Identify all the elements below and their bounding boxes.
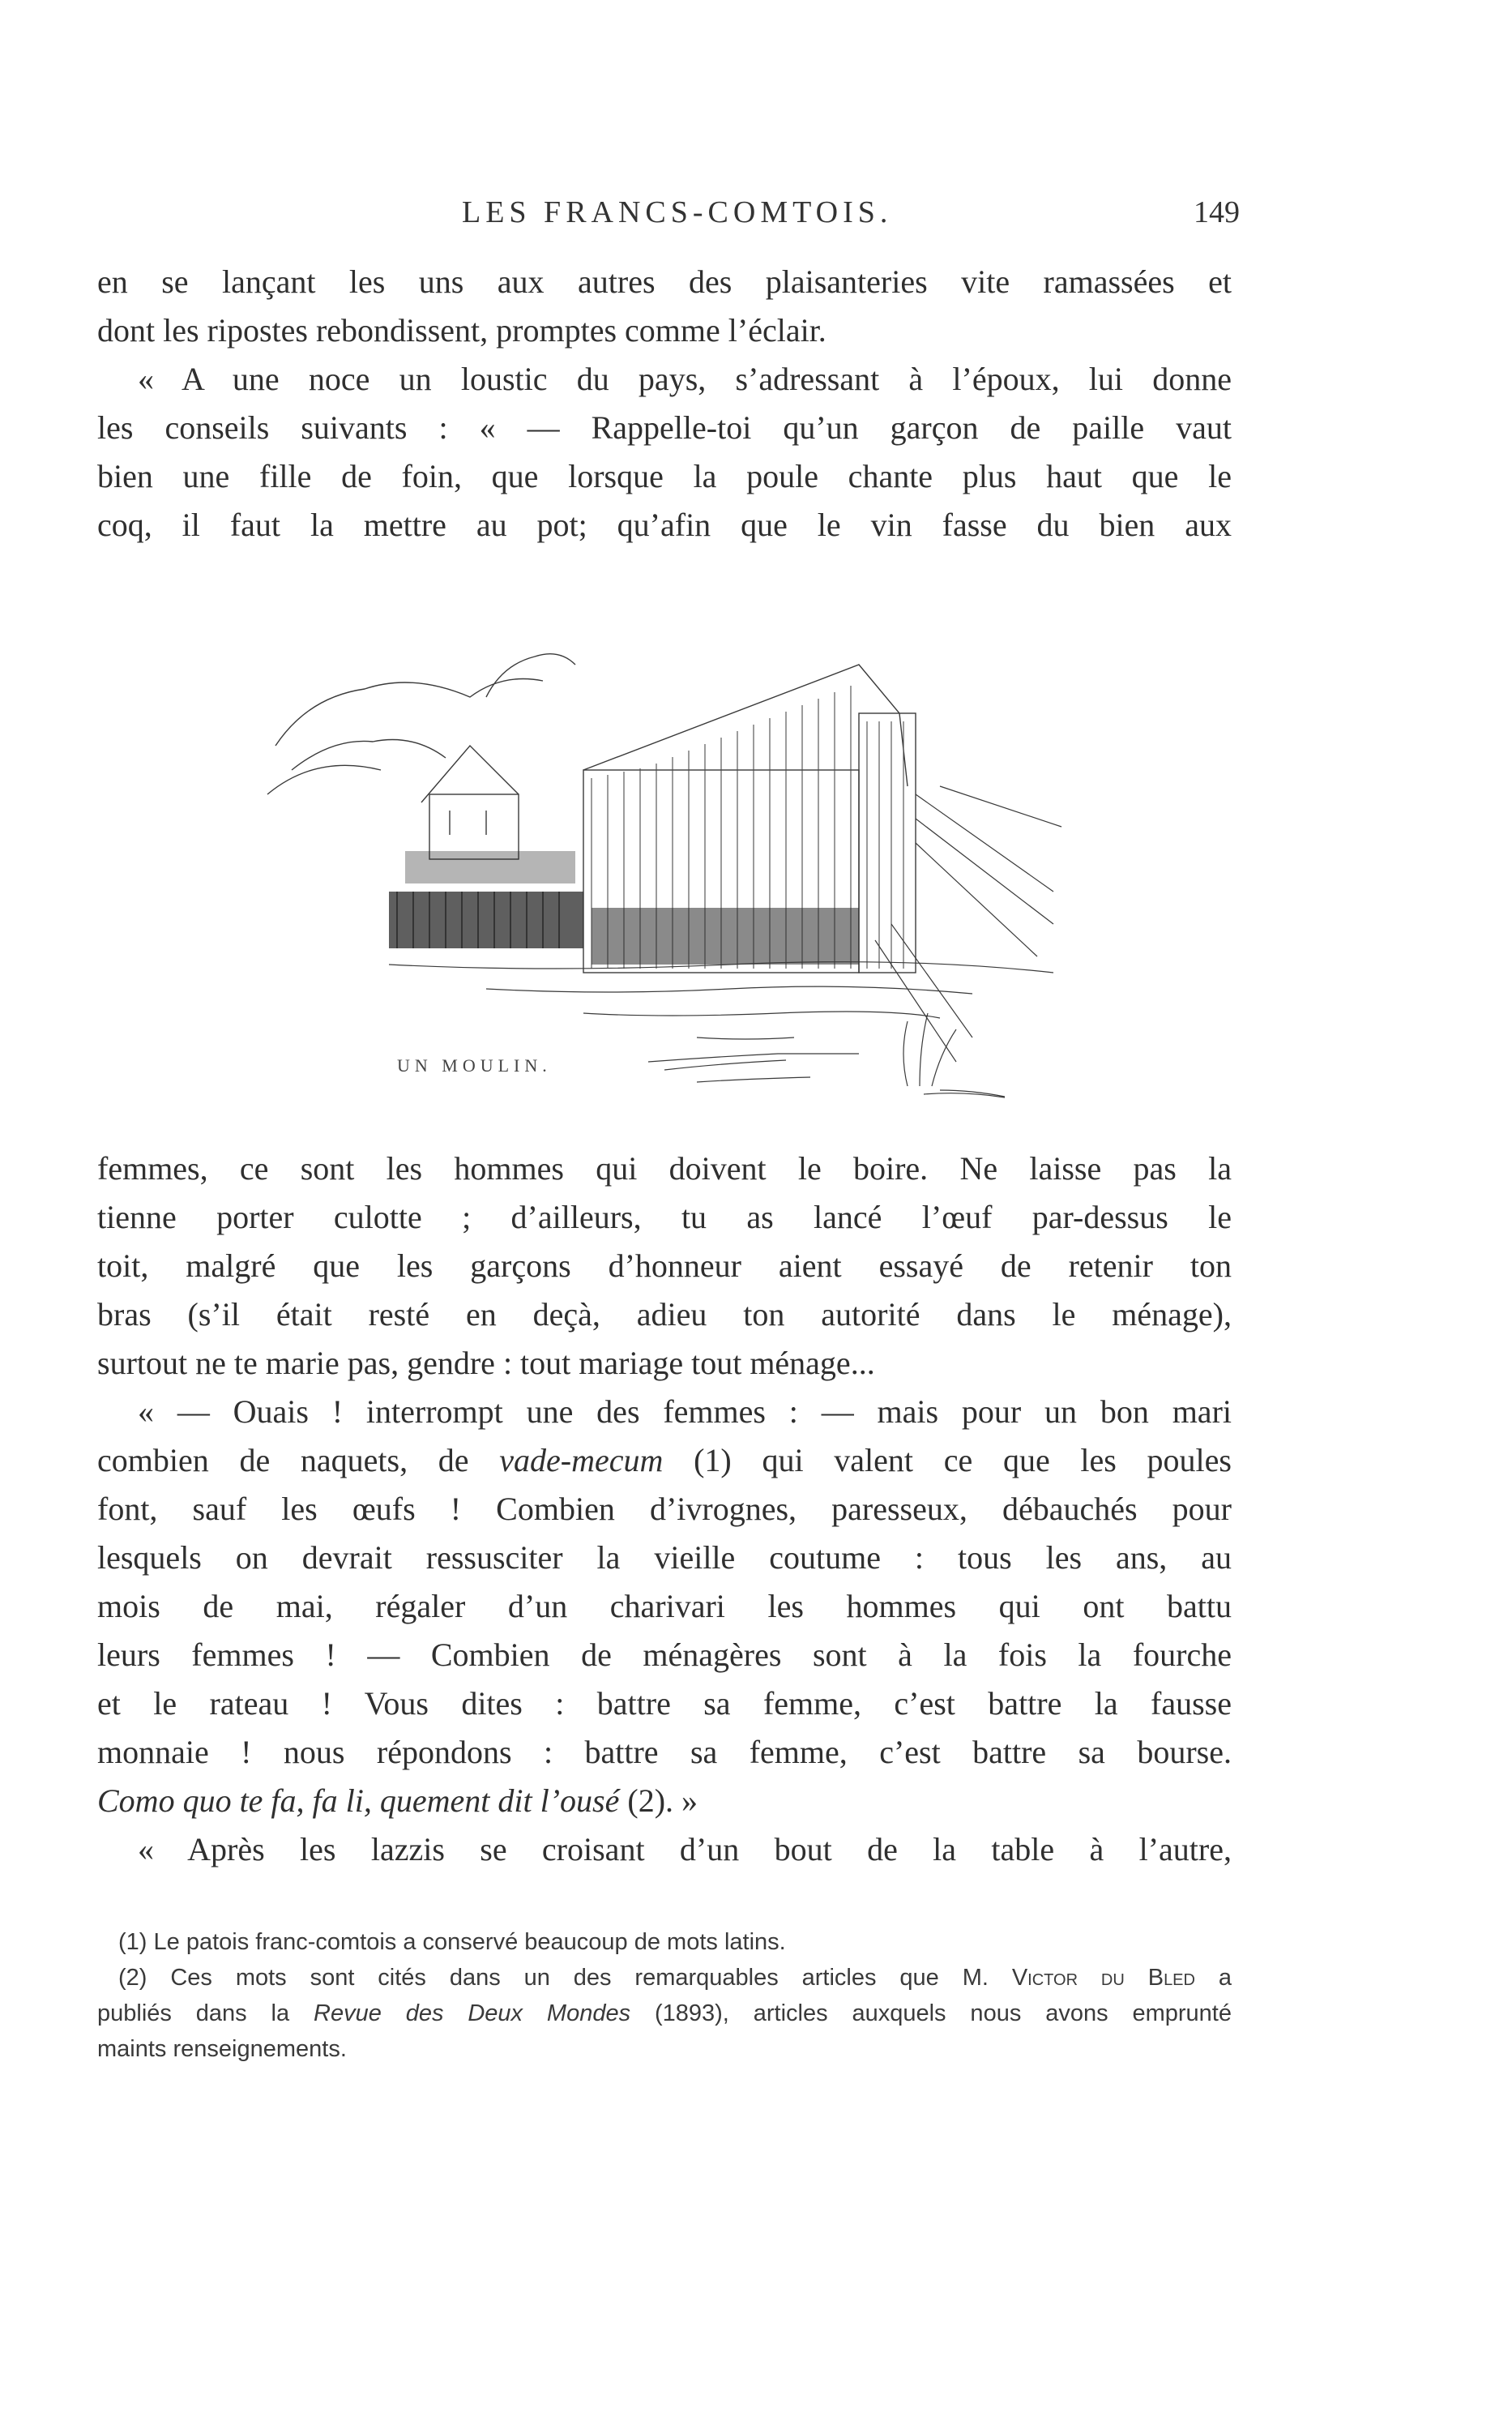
footnote-1: (1) Le patois franc-comtois a conservé beaucoup de mots latins.	[118, 1929, 786, 1955]
text-run: combien de naquets, de	[97, 1442, 500, 1478]
running-title: LES FRANCS-COMTOIS.	[462, 195, 893, 229]
text-line: lesquels on devrait ressusciter la vieille coutume : tous les ans, au	[97, 1539, 1232, 1576]
text-run: a	[1194, 1965, 1232, 1991]
text-run: publiés dans la	[97, 2000, 314, 2026]
text-run: (1) qui valent ce que les poules	[663, 1442, 1232, 1478]
text-line-with-footnote-1	[97, 1436, 1232, 1485]
text-line: tienne porter culotte ; d’ailleurs, tu as lancé l’œuf par-dessus le	[97, 1199, 1232, 1235]
text-line: toit, malgré que les garçons d’honneur aient essayé de retenir ton	[97, 1247, 1232, 1284]
text-line: monnaie ! nous répondons : battre sa femme, c’est battre sa bourse.	[97, 1734, 1232, 1770]
text-run: (2) Ces mots sont cités dans un des remarquables articles que M.	[118, 1965, 1012, 1991]
text-line: « Après les lazzis se croisant d’un bout de la table à l’autre,	[138, 1831, 1232, 1867]
text-line: « A une noce un loustic du pays, s’adressant à l’époux, lui donne	[138, 361, 1232, 397]
latin-term: vade-mecum	[499, 1442, 664, 1478]
body-text-top	[97, 258, 1232, 550]
body-text-bottom	[97, 1144, 1232, 1874]
text-line: et le rateau ! Vous dites : battre sa femme, c’est battre la fausse	[97, 1685, 1232, 1722]
footnote-2-line-2	[97, 1996, 1232, 2031]
text-run: (2). »	[619, 1782, 698, 1819]
text-line: bras (s’il était resté en deçà, adieu ton autorité dans le ménage),	[97, 1296, 1232, 1333]
mill-illustration	[243, 584, 1070, 1102]
text-line: en se lançant les uns aux autres des plaisanteries vite ramassées et	[97, 263, 1232, 300]
text-run: (1893), articles auxquels nous avons emprunté	[630, 2000, 1232, 2026]
patois-line	[97, 1777, 1232, 1825]
running-head	[97, 195, 1240, 243]
figure-caption: UN MOULIN.	[397, 1055, 552, 1076]
footnote-2-line-1	[97, 1960, 1232, 1996]
author-name: Victor du Bled	[1011, 1965, 1195, 1991]
text-line: mois de mai, régaler d’un charivari les hommes qui ont battu	[97, 1588, 1232, 1624]
text-line: font, sauf les œufs ! Combien d’ivrognes, paresseux, débauchés pour	[97, 1491, 1232, 1527]
journal-title: Revue des Deux Mondes	[314, 2000, 631, 2026]
text-line: surtout ne te marie pas, gendre : tout mariage tout ménage...	[97, 1345, 875, 1381]
patois-quote: Como quo te fa, fa li, quement dit l’ousé	[97, 1782, 620, 1819]
footnotes	[97, 1924, 1232, 2067]
text-line: femmes, ce sont les hommes qui doivent le boire. Ne laisse pas la	[97, 1150, 1232, 1187]
text-line: leurs femmes ! — Combien de ménagères sont à la fois la fourche	[97, 1636, 1232, 1673]
page-number: 149	[1194, 195, 1240, 229]
text-line: dont les ripostes rebondissent, promptes comme l’éclair.	[97, 312, 826, 349]
text-line: « — Ouais ! interrompt une des femmes : — mais pour un bon mari	[138, 1393, 1232, 1430]
text-line: les conseils suivants : « — Rappelle-toi qu’un garçon de paille vaut	[97, 409, 1232, 446]
footnote-2-line-3: maints renseignements.	[97, 2036, 347, 2062]
mill-engraving	[243, 584, 1070, 1102]
text-line: bien une fille de foin, que lorsque la poule chante plus haut que le	[97, 458, 1232, 494]
text-line: coq, il faut la mettre au pot; qu’afin que le vin fasse du bien aux	[97, 507, 1232, 543]
